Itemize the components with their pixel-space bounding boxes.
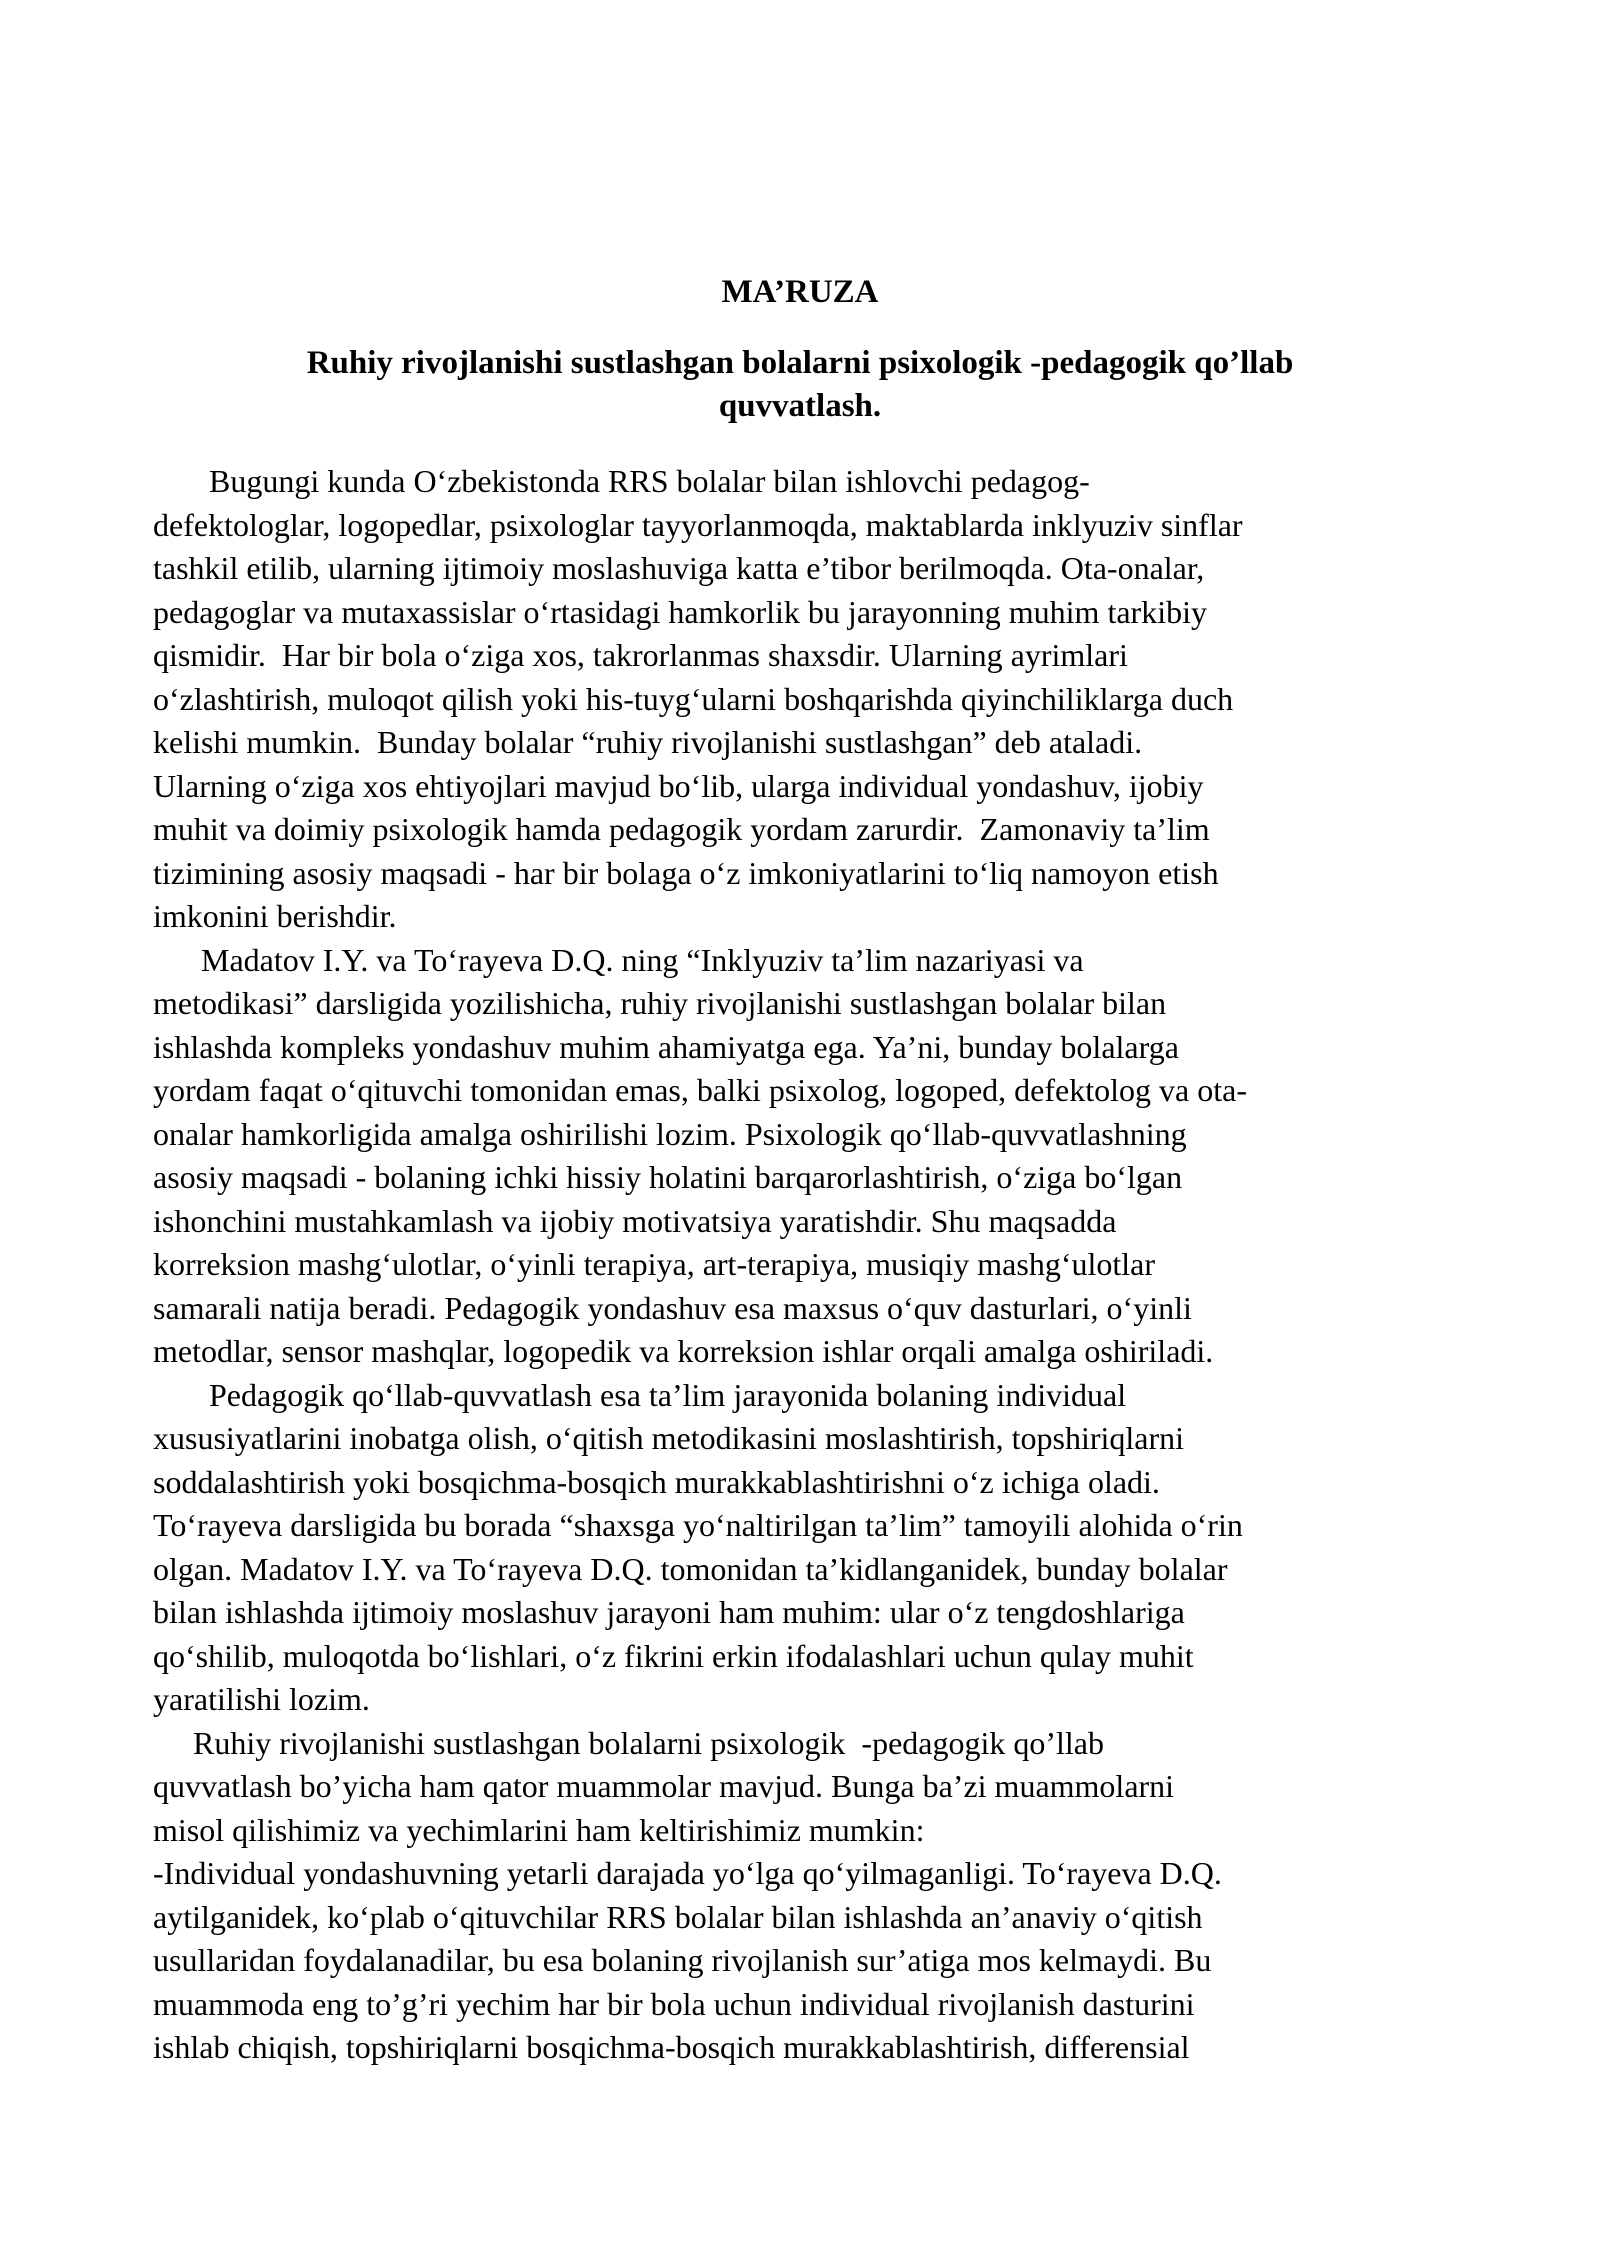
subtitle-line: quvvatlash. <box>718 388 882 424</box>
body-text-line: tizimining asosiy maqsadi - har bir bolaga o‘z imkoniyatlarini to‘liq namoyon etish <box>153 854 1219 891</box>
body-text-line: Madatov I.Y. va To‘rayeva D.Q. ning “Inklyuziv ta’lim nazariyasi va <box>153 941 1084 978</box>
body-text-line: tashkil etilib, ularning ijtimoiy moslashuviga katta e’tibor berilmoqda. Ota-onalar, <box>153 550 1205 586</box>
document-subtitle <box>200 342 1400 428</box>
document-title: MA’RUZA <box>721 274 879 310</box>
body-text-line: samarali natija beradi. Pedagogik yondashuv esa maxsus o‘quv dasturlari, o‘yinli <box>153 1289 1192 1326</box>
body-text-line: qo‘shilib, muloqotda bo‘lishlari, o‘z fikrini erkin ifodalashlari uchun qulay muhit <box>153 1637 1194 1674</box>
body-text-line: xususiyatlarini inobatga olish, o‘qitish metodikasini moslashtirish, topshiriqlarni <box>153 1420 1185 1456</box>
body-text-line: yordam faqat o‘qituvchi tomonidan emas, balki psixolog, logoped, defektolog va ota- <box>153 1072 1247 1108</box>
body-text-line: defektologlar, logopedlar, psixologlar tayyorlanmoqda, maktablarda inklyuziv sinflar <box>153 506 1243 543</box>
body-text-line: usullaridan foydalanadilar, bu esa bolaning rivojlanish sur’atiga mos kelmaydi. Bu <box>153 1942 1212 1978</box>
body-text-line: olgan. Madatov I.Y. va To‘rayeva D.Q. tomonidan ta’kidlanganidek, bunday bolalar <box>153 1550 1228 1587</box>
body-text-line: bilan ishlashda ijtimoiy moslashuv jarayoni ham muhim: ular o‘z tengdoshlariga <box>153 1594 1185 1630</box>
body-text-line: ishonchini mustahkamlash va ijobiy motivatsiya yaratishdir. Shu maqsadda <box>153 1202 1117 1239</box>
subtitle-line: Ruhiy rivojlanishi sustlashgan bolalarni psixologik -pedagogik qo’llab <box>306 345 1294 381</box>
body-text-line: yaratilishi lozim. <box>153 1681 370 1717</box>
body-text-line: Ruhiy rivojlanishi sustlashgan bolalarni psixologik -pedagogik qo’llab <box>153 1724 1104 1761</box>
body-text-line: korreksion mashg‘ulotlar, o‘yinli terapiya, art-terapiya, musiqiy mashg‘ulotlar <box>153 1246 1155 1282</box>
body-text-line: ishlab chiqish, topshiriqlarni bosqichma-bosqich murakkablashtirish, differensial <box>153 2029 1190 2065</box>
body-text-line: imkonini berishdir. <box>153 898 397 934</box>
body-text-line: Bugungi kunda O‘zbekistonda RRS bolalar bilan ishlovchi pedagog- <box>153 463 1090 499</box>
body-text-line: kelishi mumkin. Bunday bolalar “ruhiy rivojlanishi sustlashgan” deb ataladi. <box>153 724 1143 760</box>
body-text-line: o‘zlashtirish, muloqot qilish yoki his-tuyg‘ularni boshqarishda qiyinchiliklarga duch <box>153 680 1234 717</box>
body-text-line: onalar hamkorligida amalga oshirilishi lozim. Psixologik qo‘llab-quvvatlashning <box>153 1115 1187 1152</box>
body-text-line: asosiy maqsadi - bolaning ichki hissiy holatini barqarorlashtirish, o‘ziga bo‘lgan <box>153 1159 1183 1195</box>
body-text-line: muammoda eng to’g’ri yechim har bir bola uchun individual rivojlanish dasturini <box>153 1985 1195 2022</box>
body-text-line: pedagoglar va mutaxassislar o‘rtasidagi hamkorlik bu jarayonning muhim tarkibiy <box>153 593 1207 630</box>
body-text-line: qismidir. Har bir bola o‘ziga xos, takrorlanmas shaxsdir. Ularning ayrimlari <box>153 637 1128 673</box>
body-text-line: misol qilishimiz va yechimlarini ham keltirishimiz mumkin: <box>153 1811 925 1848</box>
body-text-line: metodlar, sensor mashqlar, logopedik va korreksion ishlar orqali amalga oshiriladi. <box>153 1333 1214 1369</box>
body-text-line: Pedagogik qo‘llab-quvvatlash esa ta’lim jarayonida bolaning individual <box>153 1376 1127 1413</box>
body-text-line: ishlashda kompleks yondashuv muhim ahamiyatga ega. Ya’ni, bunday bolalarga <box>153 1028 1179 1065</box>
body-text-line: Ularning o‘ziga xos ehtiyojlari mavjud bo‘lib, ularga individual yondashuv, ijobiy <box>153 767 1204 804</box>
body-text-line: To‘rayeva darsligida bu borada “shaxsga yo‘naltirilgan ta’lim” tamoyili alohida o‘rin <box>153 1507 1243 1543</box>
body-text-line: metodikasi” darsligida yozilishicha, ruhiy rivojlanishi sustlashgan bolalar bilan <box>153 985 1167 1021</box>
body-text-line: muhit va doimiy psixologik hamda pedagogik yordam zarurdir. Zamonaviy ta’lim <box>153 811 1210 847</box>
body-text-line: aytilganidek, ko‘plab o‘qituvchilar RRS bolalar bilan ishlashda an’anaviy o‘qitish <box>153 1898 1203 1935</box>
body-text-line: -Individual yondashuvning yetarli darajada yo‘lga qo‘yilmaganligi. To‘rayeva D.Q. <box>153 1855 1222 1891</box>
body-text-line: soddalashtirish yoki bosqichma-bosqich murakkablashtirishni o‘z ichiga oladi. <box>153 1463 1160 1500</box>
body-text-line: quvvatlash bo’yicha ham qator muammolar mavjud. Bunga ba’zi muammolarni <box>153 1768 1175 1804</box>
document-body <box>153 460 1453 2070</box>
